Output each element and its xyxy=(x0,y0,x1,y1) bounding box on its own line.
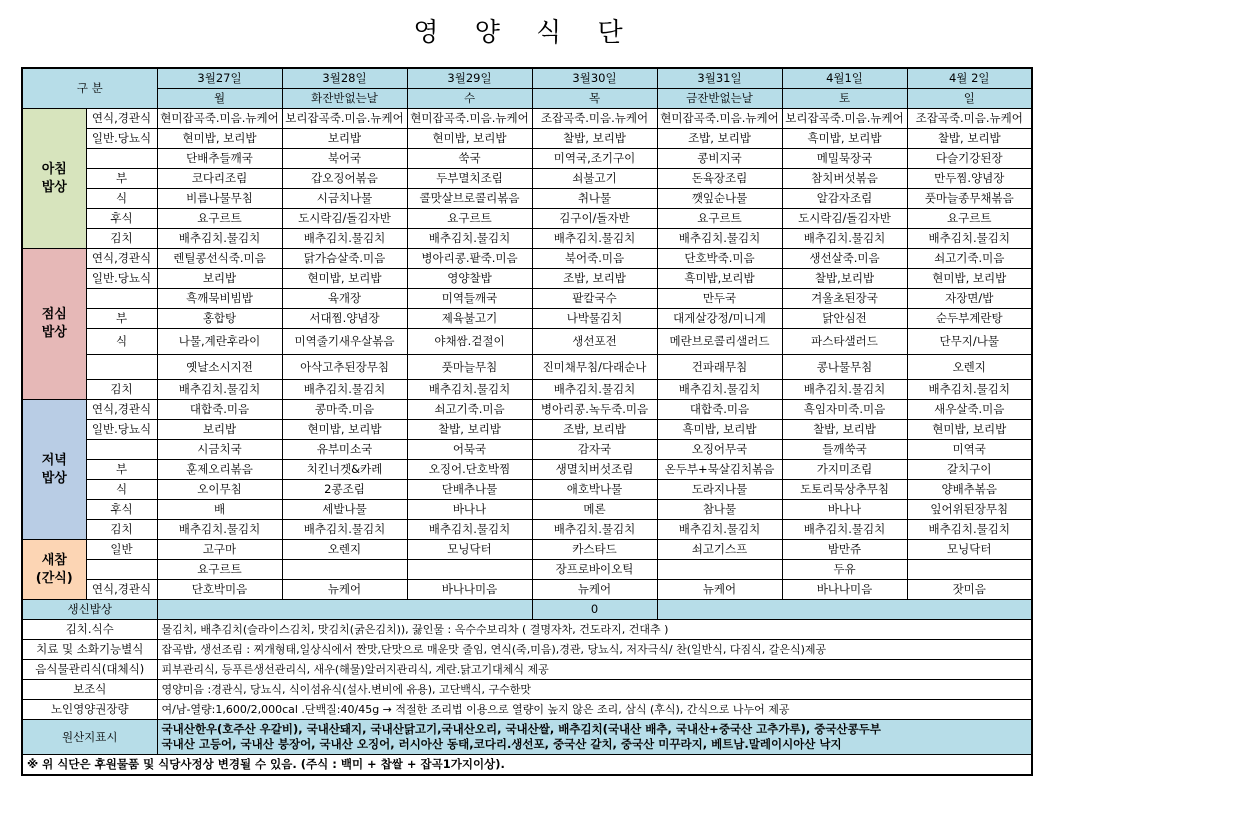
breakfast-row xyxy=(22,229,1032,249)
snack-menu-item: 잣미음 xyxy=(907,580,1032,600)
breakfast-menu-item: 요구르트 xyxy=(407,209,532,229)
header-date: 3월29일 xyxy=(407,68,532,89)
breakfast-menu-item: 단배추들깨국 xyxy=(157,149,282,169)
breakfast-menu-item: 찰밥, 보리밥 xyxy=(907,129,1032,149)
breakfast-menu-item: 콩비지국 xyxy=(657,149,782,169)
breakfast-menu-item: 깻잎순나물 xyxy=(657,189,782,209)
breakfast-menu-item: 현미잡곡죽.미음.뉴케어 xyxy=(657,109,782,129)
lunch-row-label: 연식,경관식 xyxy=(86,249,157,269)
breakfast-row xyxy=(22,189,1032,209)
dinner-row-label: 부 xyxy=(86,460,157,480)
header-date: 3월28일 xyxy=(282,68,407,89)
breakfast-menu-item: 찰밥, 보리밥 xyxy=(532,129,657,149)
info-value: 여/남-열량:1,600/2,000cal .단백질:40/45g → 적절한 조리법 이용으로 열량이 높지 않은 조리, 삼식 (후식), 간식으로 나누어 제공 xyxy=(157,700,1032,720)
lunch-row xyxy=(22,309,1032,329)
breakfast-menu-item: 쑥국 xyxy=(407,149,532,169)
info-label: 보조식 xyxy=(22,680,157,700)
dinner-menu-item: 세발나물 xyxy=(282,500,407,520)
info-value: 피부관리식, 등푸른생선관리식, 새우(해물)알러지관리식, 계란.닭고기대체식 제공 xyxy=(157,660,1032,680)
dinner-menu-item: 어묵국 xyxy=(407,440,532,460)
dinner-row xyxy=(22,520,1032,540)
dinner-menu-item: 배추김치.물김치 xyxy=(157,520,282,540)
header-day: 금잔반없는날 xyxy=(657,89,782,109)
header-date: 4월1일 xyxy=(782,68,907,89)
lunch-menu-item: 홍합탕 xyxy=(157,309,282,329)
lunch-row-label xyxy=(86,289,157,309)
dinner-menu-item: 배추김치.물김치 xyxy=(282,520,407,540)
snack-menu-item: 모닝닥터 xyxy=(907,540,1032,560)
info-label: 음식물관리식(대체식) xyxy=(22,660,157,680)
header-label: 구 분 xyxy=(22,68,157,109)
lunch-row-label: 식 xyxy=(86,329,157,355)
lunch-row-label: 부 xyxy=(86,309,157,329)
breakfast-menu-item: 현미밥, 보리밥 xyxy=(407,129,532,149)
dinner-menu-item: 애호박나물 xyxy=(532,480,657,500)
dinner-row-label: 연식,경관식 xyxy=(86,400,157,420)
breakfast-menu-item: 알감자조림 xyxy=(782,189,907,209)
breakfast-menu-item: 북어국 xyxy=(282,149,407,169)
info-label: 치료 및 소화기능별식 xyxy=(22,640,157,660)
dinner-menu-item: 치킨너겟&카레 xyxy=(282,460,407,480)
snack-menu-item: 오렌지 xyxy=(282,540,407,560)
breakfast-row xyxy=(22,109,1032,129)
breakfast-menu-item: 콜맛살브로콜리볶음 xyxy=(407,189,532,209)
lunch-menu-item: 배추김치.물김치 xyxy=(532,380,657,400)
dinner-menu-item: 시금치국 xyxy=(157,440,282,460)
breakfast-row-label: 식 xyxy=(86,189,157,209)
breakfast-row xyxy=(22,129,1032,149)
dinner-menu-item: 배추김치.물김치 xyxy=(532,520,657,540)
dinner-menu-item: 병아리콩.녹두죽.미음 xyxy=(532,400,657,420)
lunch-menu-item: 쇠고기죽.미음 xyxy=(907,249,1032,269)
dinner-row xyxy=(22,440,1032,460)
birthday-empty xyxy=(657,600,1032,620)
dinner-menu-item: 배추김치.물김치 xyxy=(907,520,1032,540)
breakfast-menu-item: 요구르트 xyxy=(657,209,782,229)
breakfast-menu-item: 다슬기강된장 xyxy=(907,149,1032,169)
breakfast-menu-item: 현미밥, 보리밥 xyxy=(157,129,282,149)
lunch-row-label xyxy=(86,355,157,380)
breakfast-menu-item: 조잡곡죽.미음.뉴케어 xyxy=(907,109,1032,129)
dinner-row xyxy=(22,460,1032,480)
snack-menu-item: 카스타드 xyxy=(532,540,657,560)
lunch-menu-item: 서대찜.양념장 xyxy=(282,309,407,329)
lunch-menu-item: 팥칼국수 xyxy=(532,289,657,309)
dinner-menu-item: 오징어.단호박찜 xyxy=(407,460,532,480)
breakfast-menu-item: 배추김치.물김치 xyxy=(282,229,407,249)
breakfast-row-label: 부 xyxy=(86,169,157,189)
snack-menu-item: 요구르트 xyxy=(157,560,282,580)
dinner-menu-item: 가지미조림 xyxy=(782,460,907,480)
dinner-menu-item: 온두부+묵살김치볶음 xyxy=(657,460,782,480)
lunch-menu-item: 풋마늘무침 xyxy=(407,355,532,380)
breakfast-menu-item: 김구이/돌자반 xyxy=(532,209,657,229)
snack-menu-item: 모닝닥터 xyxy=(407,540,532,560)
snack-menu-item: 뉴케어 xyxy=(657,580,782,600)
lunch-row xyxy=(22,289,1032,309)
lunch-menu-item: 단무지/나물 xyxy=(907,329,1032,355)
lunch-menu-item: 흑미밥,보리밥 xyxy=(657,269,782,289)
breakfast-menu-item: 요구르트 xyxy=(907,209,1032,229)
breakfast-section-label: 아침 밥상 xyxy=(22,109,86,249)
lunch-menu-item: 닭안심전 xyxy=(782,309,907,329)
page-title: 영 양 식 단 xyxy=(413,18,637,48)
dinner-menu-item: 들깨쑥국 xyxy=(782,440,907,460)
lunch-menu-item: 배추김치.물김치 xyxy=(907,380,1032,400)
header-date: 3월30일 xyxy=(532,68,657,89)
dinner-row xyxy=(22,400,1032,420)
lunch-menu-item: 조밥, 보리밥 xyxy=(532,269,657,289)
lunch-menu-item: 보리밥 xyxy=(157,269,282,289)
lunch-menu-item: 생선포전 xyxy=(532,329,657,355)
snack-row xyxy=(22,560,1032,580)
lunch-menu-item: 옛날소시지전 xyxy=(157,355,282,380)
info-value: 영양미음 :경관식, 당뇨식, 식이섬유식(설사.변비에 유용), 고단백식, 구수한맛 xyxy=(157,680,1032,700)
lunch-menu-item: 진미채무침/다래순나 xyxy=(532,355,657,380)
header-day: 토 xyxy=(782,89,907,109)
lunch-menu-item: 대게살강정/미니게 xyxy=(657,309,782,329)
header-day: 일 xyxy=(907,89,1032,109)
breakfast-menu-item: 흑미밥, 보리밥 xyxy=(782,129,907,149)
breakfast-menu-item: 두부멸치조림 xyxy=(407,169,532,189)
lunch-menu-item: 건파래무침 xyxy=(657,355,782,380)
dinner-row-label: 식 xyxy=(86,480,157,500)
breakfast-menu-item: 현미잡곡죽.미음.뉴케어 xyxy=(157,109,282,129)
dinner-menu-item: 유부미소국 xyxy=(282,440,407,460)
breakfast-row-label: 연식,경관식 xyxy=(86,109,157,129)
breakfast-menu-item: 참치버섯볶음 xyxy=(782,169,907,189)
dinner-row-label xyxy=(86,440,157,460)
dinner-menu-item: 2콩조림 xyxy=(282,480,407,500)
dinner-menu-item: 바나나 xyxy=(782,500,907,520)
birthday-empty xyxy=(157,600,532,620)
dinner-row-label: 김치 xyxy=(86,520,157,540)
breakfast-menu-item: 돈육장조림 xyxy=(657,169,782,189)
snack-menu-item: 뉴케어 xyxy=(282,580,407,600)
info-label: 김치.식수 xyxy=(22,620,157,640)
breakfast-menu-item: 시금치나물 xyxy=(282,189,407,209)
lunch-menu-item: 순두부계란탕 xyxy=(907,309,1032,329)
lunch-menu-item: 파스타샐러드 xyxy=(782,329,907,355)
breakfast-menu-item: 보리잡곡죽.미음.뉴케어 xyxy=(282,109,407,129)
breakfast-menu-item: 미역국,조기구이 xyxy=(532,149,657,169)
lunch-menu-item: 배추김치.물김치 xyxy=(657,380,782,400)
breakfast-row-label: 일반.당뇨식 xyxy=(86,129,157,149)
lunch-menu-item: 배추김치.물김치 xyxy=(782,380,907,400)
lunch-menu-item: 단호박죽.미음 xyxy=(657,249,782,269)
breakfast-row xyxy=(22,209,1032,229)
info-value: 잡곡밥, 생선조림 : 찌개형태,일상식에서 짠맛,단맛으로 매운맛 줄임, 연식(죽,미음),경관, 당뇨식, 저자극식/ 찬(일반식, 다짐식, 갈은식)제공 xyxy=(157,640,1032,660)
lunch-menu-item: 배추김치.물김치 xyxy=(282,380,407,400)
breakfast-row xyxy=(22,169,1032,189)
breakfast-menu-item: 보리잡곡죽.미음.뉴케어 xyxy=(782,109,907,129)
header-day: 화잔반없는날 xyxy=(282,89,407,109)
dinner-menu-item: 단배추나물 xyxy=(407,480,532,500)
snack-section-label: 새참 (간식) xyxy=(22,540,86,600)
dinner-menu-item: 현미밥, 보리밥 xyxy=(907,420,1032,440)
lunch-menu-item: 흑깨묵비빔밥 xyxy=(157,289,282,309)
lunch-row-label: 김치 xyxy=(86,380,157,400)
snack-menu-item xyxy=(407,560,532,580)
breakfast-menu-item: 만두찜.양념장 xyxy=(907,169,1032,189)
breakfast-menu-item: 배추김치.물김치 xyxy=(657,229,782,249)
notice-text: ※ 위 식단은 후원물품 및 식당사정상 변경될 수 있음. (주식 : 백미 + 찹쌀 + 잡곡1가지이상). xyxy=(22,755,1032,776)
breakfast-menu-item: 배추김치.물김치 xyxy=(907,229,1032,249)
breakfast-row-label: 후식 xyxy=(86,209,157,229)
lunch-menu-item: 겨울초된장국 xyxy=(782,289,907,309)
header-day: 목 xyxy=(532,89,657,109)
breakfast-menu-item: 배추김치.물김치 xyxy=(782,229,907,249)
lunch-row-label: 일반.당뇨식 xyxy=(86,269,157,289)
dinner-menu-item: 생멸치버섯조림 xyxy=(532,460,657,480)
lunch-menu-item: 제육불고기 xyxy=(407,309,532,329)
dinner-menu-item: 대합죽.미음 xyxy=(157,400,282,420)
snack-menu-item: 바나나미음 xyxy=(407,580,532,600)
snack-row xyxy=(22,540,1032,560)
lunch-row xyxy=(22,249,1032,269)
header-date: 4월 2일 xyxy=(907,68,1032,89)
dinner-menu-item: 바나나 xyxy=(407,500,532,520)
dinner-menu-item: 대합죽.미음 xyxy=(657,400,782,420)
lunch-row xyxy=(22,269,1032,289)
dinner-row xyxy=(22,480,1032,500)
lunch-menu-item: 닭가슴살죽.미음 xyxy=(282,249,407,269)
lunch-menu-item: 현미밥, 보리밥 xyxy=(282,269,407,289)
lunch-menu-item: 찰밥,보리밥 xyxy=(782,269,907,289)
dinner-menu-item: 현미밥, 보리밥 xyxy=(282,420,407,440)
dinner-menu-item: 메론 xyxy=(532,500,657,520)
breakfast-menu-item: 도시락김/돌김자반 xyxy=(782,209,907,229)
lunch-row xyxy=(22,329,1032,355)
breakfast-menu-item: 조잡곡죽.미음.뉴케어 xyxy=(532,109,657,129)
breakfast-menu-item: 도시락김/돌김자반 xyxy=(282,209,407,229)
lunch-menu-item: 렌틸콩선식죽.미음 xyxy=(157,249,282,269)
lunch-menu-item: 육개장 xyxy=(282,289,407,309)
snack-row-label: 연식,경관식 xyxy=(86,580,157,600)
dinner-menu-item: 배 xyxy=(157,500,282,520)
dinner-menu-item: 찰밥, 보리밥 xyxy=(407,420,532,440)
origin-line-1: 국내산한우(호주산 우갈비), 국내산돼지, 국내산닭고기,국내산오리, 국내산쌀, 배추김치(국내산 배추, 국내산+중국산 고추가루), 중국산콩두부 xyxy=(161,722,881,736)
breakfast-menu-item: 메밀묵장국 xyxy=(782,149,907,169)
snack-menu-item: 단호박미음 xyxy=(157,580,282,600)
dinner-menu-item: 미역국 xyxy=(907,440,1032,460)
lunch-menu-item: 병아리콩.팥죽.미음 xyxy=(407,249,532,269)
snack-row-label xyxy=(86,560,157,580)
lunch-menu-item: 콩나물무침 xyxy=(782,355,907,380)
snack-menu-item: 고구마 xyxy=(157,540,282,560)
snack-menu-item: 장프로바이오틱 xyxy=(532,560,657,580)
breakfast-menu-item: 배추김치.물김치 xyxy=(407,229,532,249)
dinner-menu-item: 쇠고기죽.미음 xyxy=(407,400,532,420)
dinner-menu-item: 배추김치.물김치 xyxy=(782,520,907,540)
lunch-menu-item: 생선살죽.미음 xyxy=(782,249,907,269)
breakfast-menu-item: 쇠불고기 xyxy=(532,169,657,189)
lunch-menu-item: 영양찰밥 xyxy=(407,269,532,289)
birthday-count: 0 xyxy=(532,600,657,620)
dinner-menu-item: 찰밥, 보리밥 xyxy=(782,420,907,440)
dinner-menu-item: 도라지나물 xyxy=(657,480,782,500)
lunch-menu-item: 만두국 xyxy=(657,289,782,309)
lunch-menu-item: 자장면/밥 xyxy=(907,289,1032,309)
lunch-menu-item: 현미밥, 보리밥 xyxy=(907,269,1032,289)
lunch-menu-item: 아삭고추된장무침 xyxy=(282,355,407,380)
breakfast-menu-item: 비름나물무침 xyxy=(157,189,282,209)
lunch-menu-item: 배추김치.물김치 xyxy=(157,380,282,400)
dinner-menu-item: 감자국 xyxy=(532,440,657,460)
dinner-menu-item: 양배추볶음 xyxy=(907,480,1032,500)
snack-menu-item: 두유 xyxy=(782,560,907,580)
dinner-section-label: 저녁 밥상 xyxy=(22,400,86,540)
breakfast-menu-item: 조밥, 보리밥 xyxy=(657,129,782,149)
meal-plan-table xyxy=(21,67,1033,776)
lunch-menu-item: 미역들깨국 xyxy=(407,289,532,309)
snack-row xyxy=(22,580,1032,600)
dinner-menu-item: 콩마죽.미음 xyxy=(282,400,407,420)
dinner-menu-item: 배추김치.물김치 xyxy=(657,520,782,540)
dinner-row xyxy=(22,500,1032,520)
lunch-menu-item: 야채쌈.겉절이 xyxy=(407,329,532,355)
origin-label: 원산지표시 xyxy=(22,720,157,755)
snack-menu-item: 바나나미음 xyxy=(782,580,907,600)
lunch-menu-item: 배추김치.물김치 xyxy=(407,380,532,400)
dinner-row-label: 후식 xyxy=(86,500,157,520)
dinner-menu-item: 참나물 xyxy=(657,500,782,520)
info-value: 물김치, 배추김치(슬라이스김치, 맛김치(굵은김치)), 끓인물 : 옥수수보리차 ( 결명자차, 건도라지, 건대추 ) xyxy=(157,620,1032,640)
dinner-menu-item: 흑임자미죽.미음 xyxy=(782,400,907,420)
snack-menu-item xyxy=(657,560,782,580)
dinner-menu-item: 흑미밥, 보리밥 xyxy=(657,420,782,440)
snack-menu-item: 쇠고기스프 xyxy=(657,540,782,560)
lunch-menu-item: 북어죽.미음 xyxy=(532,249,657,269)
origin-value xyxy=(157,720,1032,755)
breakfast-row xyxy=(22,149,1032,169)
header-day: 수 xyxy=(407,89,532,109)
snack-menu-item: 밤만쥬 xyxy=(782,540,907,560)
breakfast-menu-item: 풋마늘종무채볶음 xyxy=(907,189,1032,209)
snack-row-label: 일반 xyxy=(86,540,157,560)
breakfast-menu-item: 코다리조림 xyxy=(157,169,282,189)
dinner-menu-item: 오이무침 xyxy=(157,480,282,500)
origin-line-2: 국내산 고등어, 국내산 붕장어, 국내산 오징어, 러시아산 동태,코다리.생선포, 중국산 갈치, 중국산 미꾸라지, 베트남.말레이시아산 낙지 xyxy=(161,737,842,751)
lunch-row xyxy=(22,355,1032,380)
breakfast-menu-item: 배추김치.물김치 xyxy=(532,229,657,249)
dinner-menu-item: 배추김치.물김치 xyxy=(407,520,532,540)
header-date: 3월31일 xyxy=(657,68,782,89)
header-day: 월 xyxy=(157,89,282,109)
header-date: 3월27일 xyxy=(157,68,282,89)
dinner-menu-item: 훈제오리볶음 xyxy=(157,460,282,480)
breakfast-row-label xyxy=(86,149,157,169)
breakfast-menu-item: 현미잡곡죽.미음.뉴케어 xyxy=(407,109,532,129)
lunch-menu-item: 오렌지 xyxy=(907,355,1032,380)
lunch-menu-item: 나물,계란후라이 xyxy=(157,329,282,355)
snack-menu-item xyxy=(907,560,1032,580)
dinner-menu-item: 오징어무국 xyxy=(657,440,782,460)
birthday-label: 생신밥상 xyxy=(22,600,157,620)
snack-menu-item xyxy=(282,560,407,580)
dinner-menu-item: 조밥, 보리밥 xyxy=(532,420,657,440)
lunch-section-label: 점심 밥상 xyxy=(22,249,86,400)
breakfast-menu-item: 취나물 xyxy=(532,189,657,209)
snack-menu-item: 뉴케어 xyxy=(532,580,657,600)
dinner-row xyxy=(22,420,1032,440)
dinner-menu-item: 새우살죽.미음 xyxy=(907,400,1032,420)
lunch-menu-item: 메란브로콜리샐러드 xyxy=(657,329,782,355)
lunch-menu-item: 미역줄기새우살볶음 xyxy=(282,329,407,355)
dinner-menu-item: 잎어위된장무침 xyxy=(907,500,1032,520)
breakfast-menu-item: 요구르트 xyxy=(157,209,282,229)
breakfast-menu-item: 보리밥 xyxy=(282,129,407,149)
lunch-row xyxy=(22,380,1032,400)
breakfast-row-label: 김치 xyxy=(86,229,157,249)
lunch-menu-item: 나박물김치 xyxy=(532,309,657,329)
dinner-row-label: 일반.당뇨식 xyxy=(86,420,157,440)
dinner-menu-item: 보리밥 xyxy=(157,420,282,440)
breakfast-menu-item: 배추김치.물김치 xyxy=(157,229,282,249)
breakfast-menu-item: 갑오징어볶음 xyxy=(282,169,407,189)
dinner-menu-item: 도토리묵상추무침 xyxy=(782,480,907,500)
dinner-menu-item: 갈치구이 xyxy=(907,460,1032,480)
info-label: 노인영양권장량 xyxy=(22,700,157,720)
